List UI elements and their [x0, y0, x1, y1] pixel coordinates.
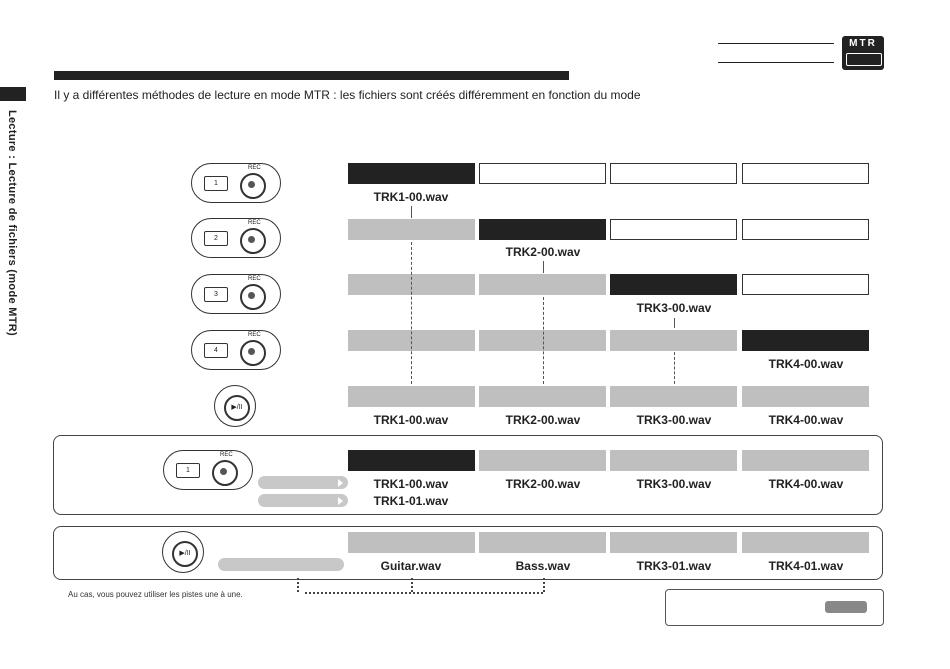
row5-track3	[610, 386, 737, 407]
title-bar	[54, 71, 569, 80]
side-title: Lecture : Lecture de fichiers (mode MTR)	[6, 110, 18, 336]
dotted-guide-up-2	[543, 578, 545, 592]
track-number-3: 3	[204, 287, 228, 302]
row7-track4	[742, 532, 869, 553]
row7-track2	[479, 532, 606, 553]
rec-label: REC	[248, 220, 261, 226]
row5-label-1: TRK1-00.wav	[373, 413, 449, 427]
row2-track4	[742, 219, 869, 240]
header-rule	[718, 43, 834, 44]
mtr-badge-icon	[846, 53, 882, 66]
row5-label-3: TRK3-00.wav	[636, 413, 712, 427]
track-1-rec-button[interactable]	[191, 163, 281, 203]
row7-track1	[348, 532, 475, 553]
track-3-rec-button[interactable]	[191, 274, 281, 314]
dashed-connector	[674, 352, 675, 384]
row6-track1	[348, 450, 475, 471]
arrow-right-icon	[338, 479, 343, 487]
row5-track4	[742, 386, 869, 407]
play-pause-icon: ▶/II	[172, 541, 198, 567]
mtr-badge-text: MTR	[849, 38, 877, 49]
rec-dot-icon	[248, 236, 255, 243]
dotted-guide-start	[297, 578, 299, 592]
rec-dot-icon	[248, 181, 255, 188]
arrow-right-icon	[338, 497, 343, 505]
dashed-connector	[411, 242, 412, 384]
option-pill-3	[218, 558, 344, 571]
track-2-rec-button[interactable]	[191, 218, 281, 258]
row2-label: TRK2-00.wav	[505, 245, 581, 259]
row1-track1	[348, 163, 475, 184]
row6-track2	[479, 450, 606, 471]
header-rule-2	[718, 62, 834, 63]
row4-label: TRK4-00.wav	[768, 357, 844, 371]
rec-label: REC	[248, 276, 261, 282]
track-number-4: 4	[204, 343, 228, 358]
rec-dot-icon	[248, 348, 255, 355]
row3-track3	[610, 274, 737, 295]
track-number-1: 1	[176, 463, 200, 478]
row7-label-3: TRK3-01.wav	[636, 559, 712, 573]
row7-label-2: Bass.wav	[515, 559, 571, 573]
dashed-connector	[543, 297, 544, 384]
connector	[411, 206, 412, 218]
play-button-2[interactable]	[162, 531, 204, 573]
row6-label-1: TRK1-00.wav	[373, 477, 449, 491]
row1-track2	[479, 163, 606, 184]
row6-label-2: TRK2-00.wav	[505, 477, 581, 491]
row5-track1	[348, 386, 475, 407]
rec-dot-icon	[220, 468, 227, 475]
track-4-rec-button[interactable]	[191, 330, 281, 370]
row7-label-4: TRK4-01.wav	[768, 559, 844, 573]
row1-track3	[610, 163, 737, 184]
dotted-guide-up-1	[411, 578, 413, 592]
row6-track3	[610, 450, 737, 471]
row1-label: TRK1-00.wav	[373, 190, 449, 204]
option-pill-2	[258, 494, 348, 507]
row6-track4	[742, 450, 869, 471]
row6-label-4: TRK4-00.wav	[768, 477, 844, 491]
intro-text: Il y a différentes méthodes de lecture en mode MTR : les fichiers sont créés différemment en fonction du mode	[54, 88, 641, 102]
rec-label: REC	[248, 332, 261, 338]
row1-track4	[742, 163, 869, 184]
row2-track3	[610, 219, 737, 240]
row4-track4	[742, 330, 869, 351]
track-1-rec-button-overwrite[interactable]	[163, 450, 253, 490]
row5-track2	[479, 386, 606, 407]
connector	[674, 318, 675, 328]
dotted-guide	[305, 592, 543, 594]
row2-track1	[348, 219, 475, 240]
row6-label-3: TRK3-00.wav	[636, 477, 712, 491]
play-pause-icon: ▶/II	[224, 395, 250, 421]
connector	[543, 261, 544, 273]
row7-label-1: Guitar.wav	[380, 559, 442, 573]
option-pill-1	[258, 476, 348, 489]
row4-track3	[610, 330, 737, 351]
rec-label: REC	[220, 452, 233, 458]
row5-label-2: TRK2-00.wav	[505, 413, 581, 427]
row3-track4	[742, 274, 869, 295]
row7-track3	[610, 532, 737, 553]
side-tab	[0, 87, 26, 101]
footnote: Au cas, vous pouvez utiliser les pistes une à une.	[68, 590, 243, 599]
rec-dot-icon	[248, 292, 255, 299]
row2-track2	[479, 219, 606, 240]
row3-label: TRK3-00.wav	[636, 301, 712, 315]
track-number-2: 2	[204, 231, 228, 246]
play-button[interactable]	[214, 385, 256, 427]
info-pill	[825, 601, 867, 613]
track-number-1: 1	[204, 176, 228, 191]
row6-label-extra: TRK1-01.wav	[373, 494, 449, 508]
row3-track2	[479, 274, 606, 295]
rec-label: REC	[248, 165, 261, 171]
row5-label-4: TRK4-00.wav	[768, 413, 844, 427]
